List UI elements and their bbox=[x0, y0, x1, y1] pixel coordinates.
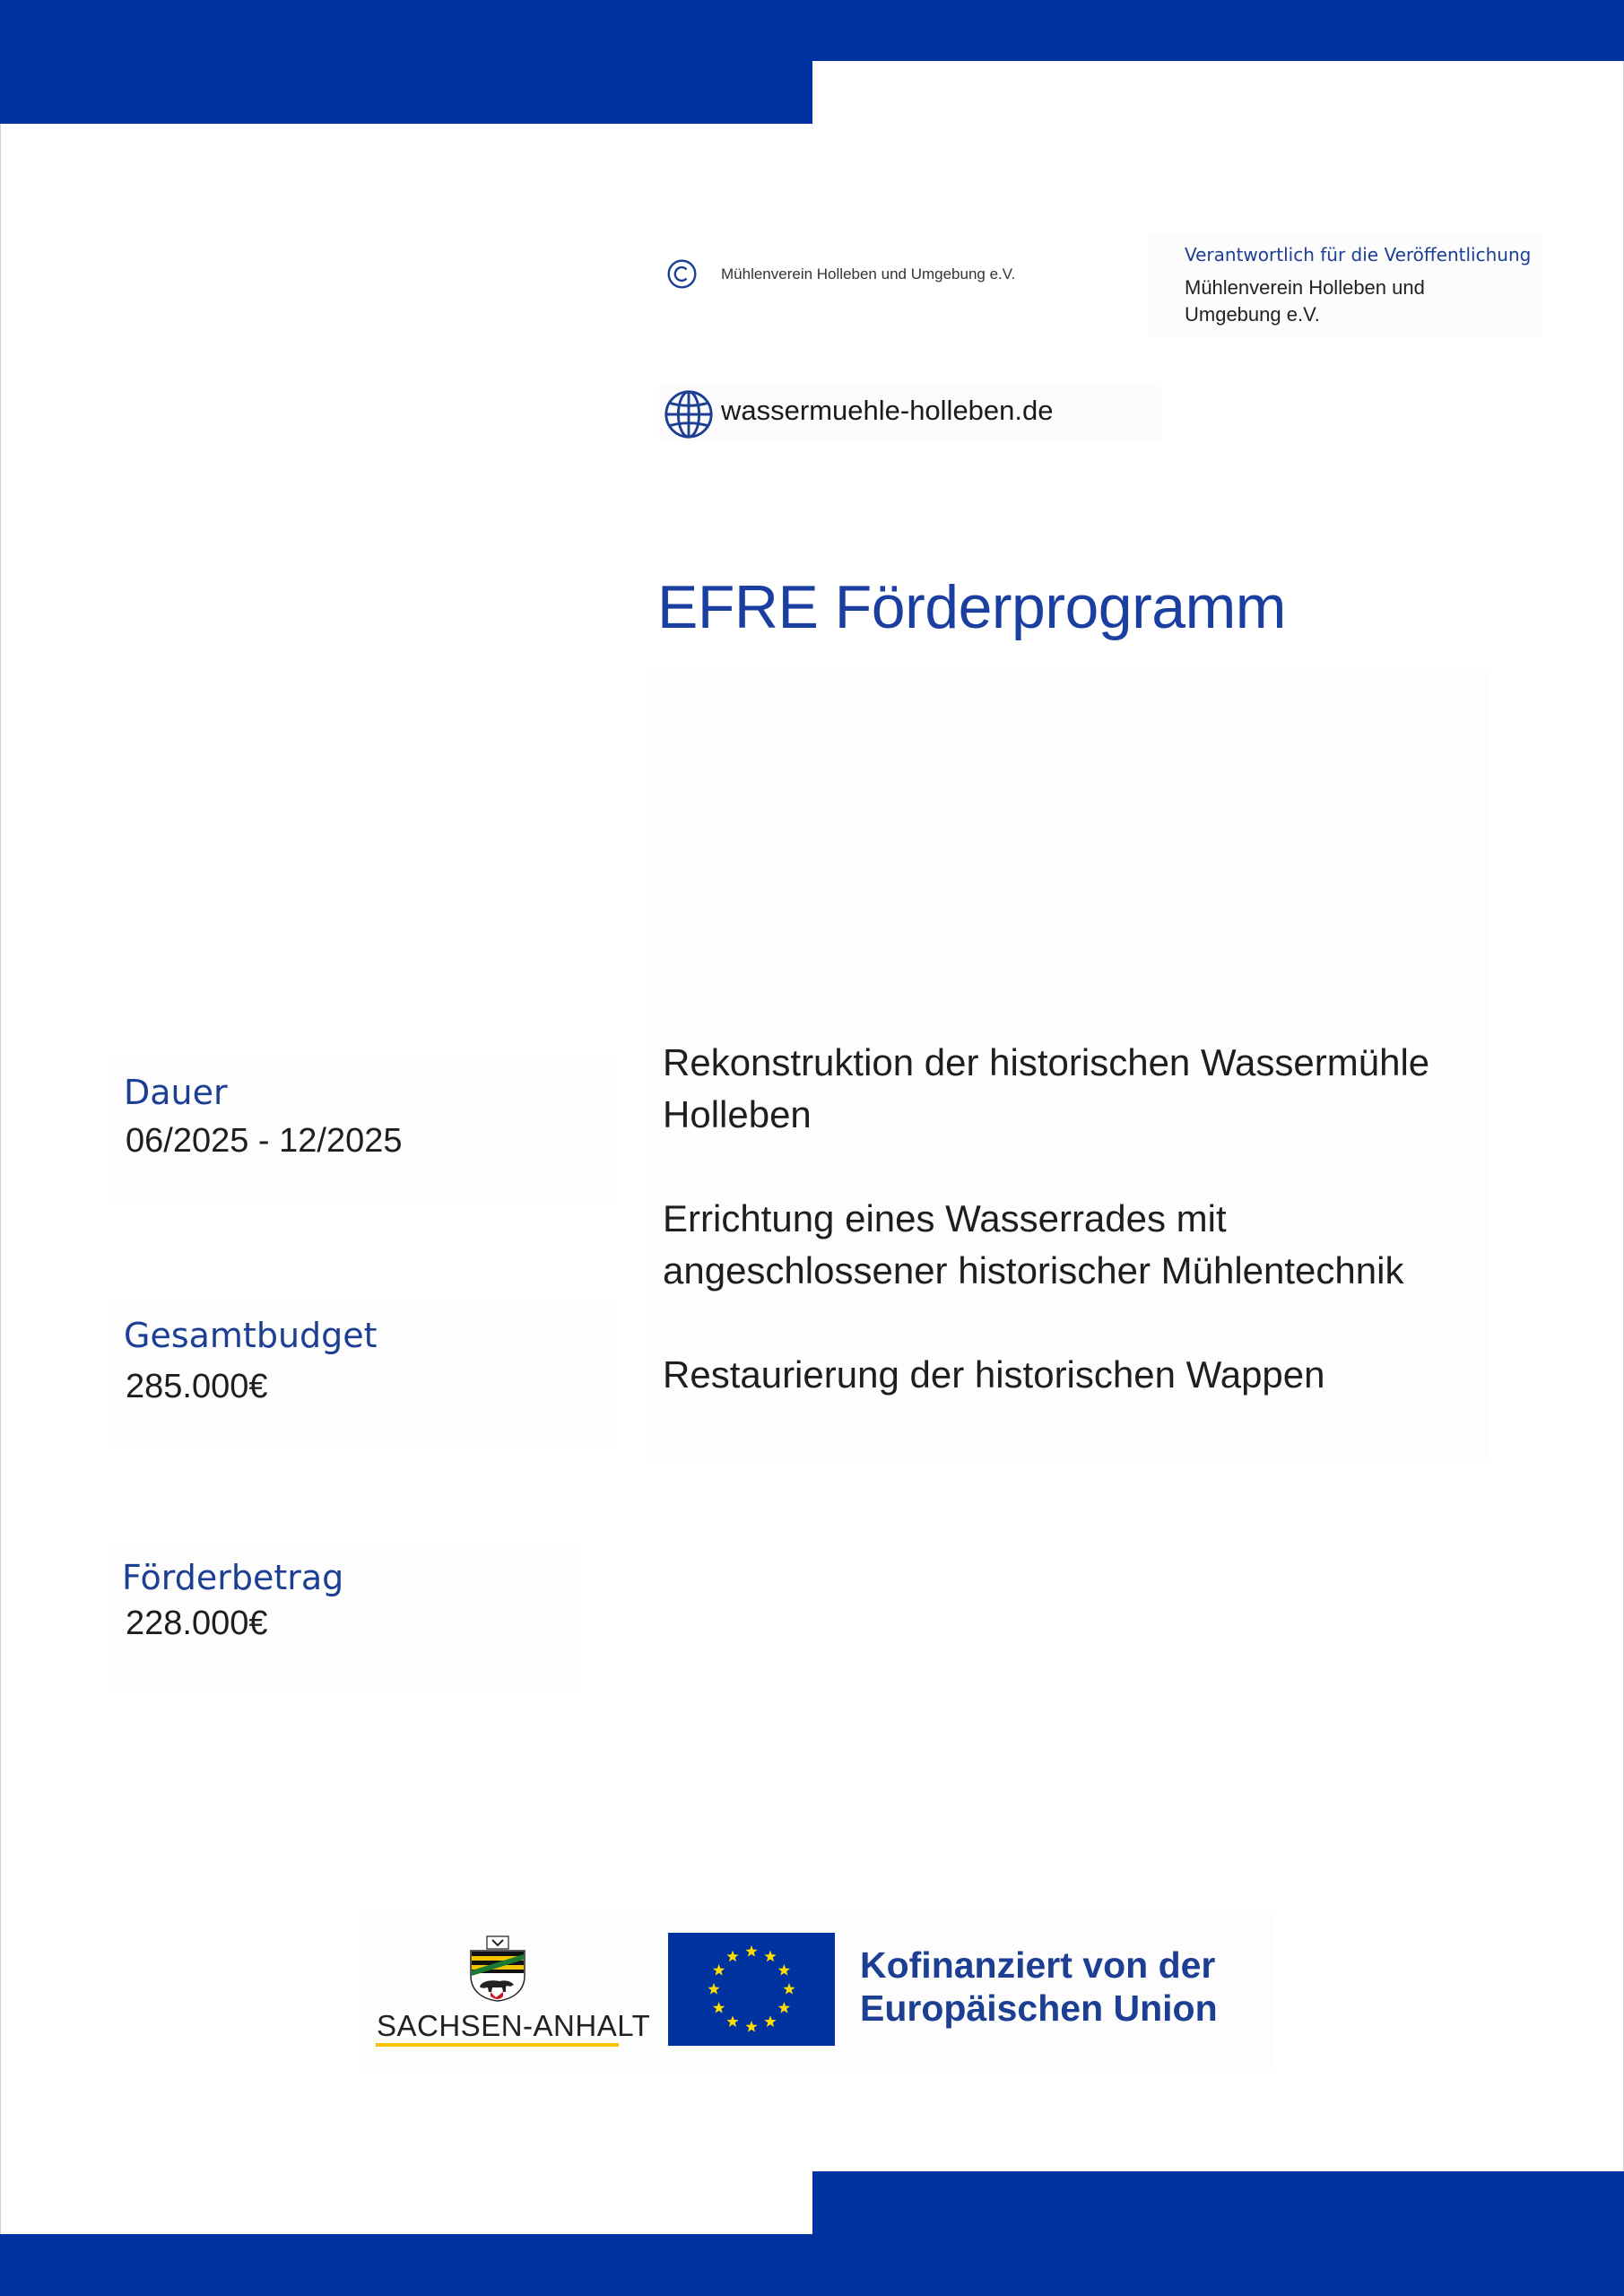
description-item: Restaurierung der historischen Wappen bbox=[663, 1353, 1325, 1396]
globe-icon bbox=[663, 388, 715, 440]
responsible-label: Verantwortlich für die Veröffentlichung bbox=[1185, 244, 1532, 265]
bottom-right-blue-block bbox=[812, 2171, 1624, 2234]
project-description-list bbox=[663, 1037, 1470, 1453]
copyright-holder: Mühlenverein Holleben und Umgebung e.V. bbox=[721, 265, 1016, 283]
description-item: Errichtung eines Wasserrades mit angeschlossener historischer Mühlentechnik bbox=[663, 1197, 1404, 1292]
total-budget-value: 285.000€ bbox=[126, 1368, 268, 1405]
page-title: EFRE Förderprogramm bbox=[657, 573, 1286, 641]
eu-text-line-2: Europäischen Union bbox=[860, 1987, 1218, 2029]
website-link[interactable]: wassermuehle-holleben.de bbox=[721, 395, 1054, 426]
sachsen-anhalt-crest-icon bbox=[469, 1935, 526, 2003]
description-item: Rekonstruktion der historischen Wassermühle Holleben bbox=[663, 1041, 1430, 1135]
funding-amount-label: Förderbetrag bbox=[122, 1558, 344, 1597]
funding-amount-value: 228.000€ bbox=[126, 1605, 268, 1642]
copyright-icon bbox=[665, 257, 699, 291]
eu-flag-icon bbox=[668, 1933, 835, 2046]
responsible-value: Mühlenverein Holleben und Umgebung e.V. bbox=[1185, 276, 1425, 326]
state-logo-underline bbox=[376, 2043, 619, 2047]
copyright-row bbox=[665, 257, 1015, 291]
duration-value: 06/2025 - 12/2025 bbox=[126, 1122, 403, 1160]
eu-text-line-1: Kofinanziert von der bbox=[860, 1944, 1216, 1986]
state-logo-text: SACHSEN-ANHALT bbox=[377, 2009, 651, 2042]
duration-label: Dauer bbox=[124, 1073, 228, 1112]
bottom-blue-band bbox=[0, 2234, 1624, 2296]
total-budget-label: Gesamtbudget bbox=[124, 1316, 378, 1355]
top-left-blue-block bbox=[0, 61, 812, 124]
top-blue-band bbox=[0, 0, 1624, 61]
eu-cofunding-text bbox=[860, 1944, 1218, 2030]
